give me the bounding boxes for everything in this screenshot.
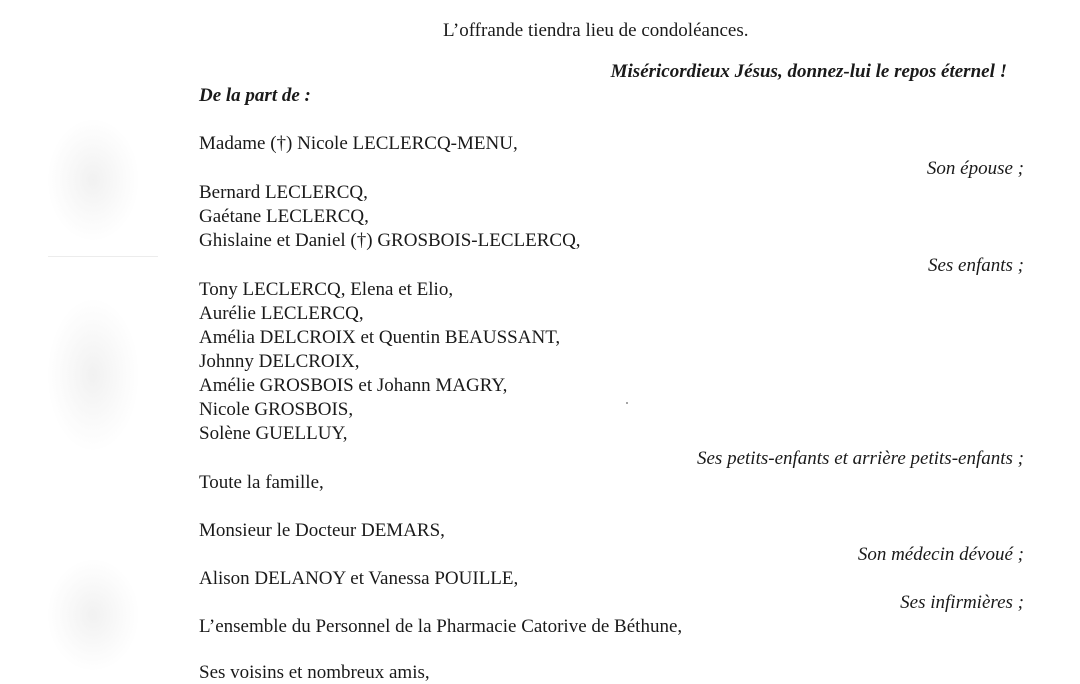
scan-smudge (48, 560, 138, 670)
scan-smudge (48, 300, 138, 450)
role-label: Son médecin dévoué ; (857, 544, 1024, 565)
name-line: Tony LECLERCQ, Elena et Elio, (199, 279, 454, 300)
name-line: Ghislaine et Daniel (†) GROSBOIS-LECLERCQ, (199, 230, 581, 251)
name-line: Monsieur le Docteur DEMARS, (199, 520, 445, 541)
de-la-part-heading: De la part de : (199, 85, 311, 106)
scan-smudge (48, 120, 138, 240)
role-label: Ses petits-enfants et arrière petits-enfants ; (697, 448, 1024, 469)
name-line: L’ensemble du Personnel de la Pharmacie Catorive de Béthune, (199, 616, 683, 637)
name-line: Amélia DELCROIX et Quentin BEAUSSANT, (199, 327, 561, 348)
name-line: Solène GUELLUY, (199, 423, 348, 444)
offrande-line: L’offrande tiendra lieu de condoléances. (443, 20, 749, 41)
name-line: Johnny DELCROIX, (199, 351, 360, 372)
name-line: Alison DELANOY et Vanessa POUILLE, (199, 568, 519, 589)
scan-line (48, 256, 158, 257)
name-line: Bernard LECLERCQ, (199, 182, 368, 203)
name-line: Nicole GROSBOIS, (199, 399, 354, 420)
name-line: Madame (†) Nicole LECLERCQ-MENU, (199, 133, 518, 154)
role-label: Ses enfants ; (927, 255, 1024, 276)
role-label: Ses infirmières ; (900, 592, 1024, 613)
name-line: Ses voisins et nombreux amis, (199, 662, 430, 683)
role-label: Son épouse ; (926, 158, 1024, 179)
name-line: Aurélie LECLERCQ, (199, 303, 364, 324)
scan-speck (626, 402, 628, 404)
prayer-line: Miséricordieux Jésus, donnez-lui le repos éternel ! (610, 61, 1007, 82)
name-line: Amélie GROSBOIS et Johann MAGRY, (199, 375, 508, 396)
name-line: Toute la famille, (199, 472, 324, 493)
name-line: Gaétane LECLERCQ, (199, 206, 369, 227)
